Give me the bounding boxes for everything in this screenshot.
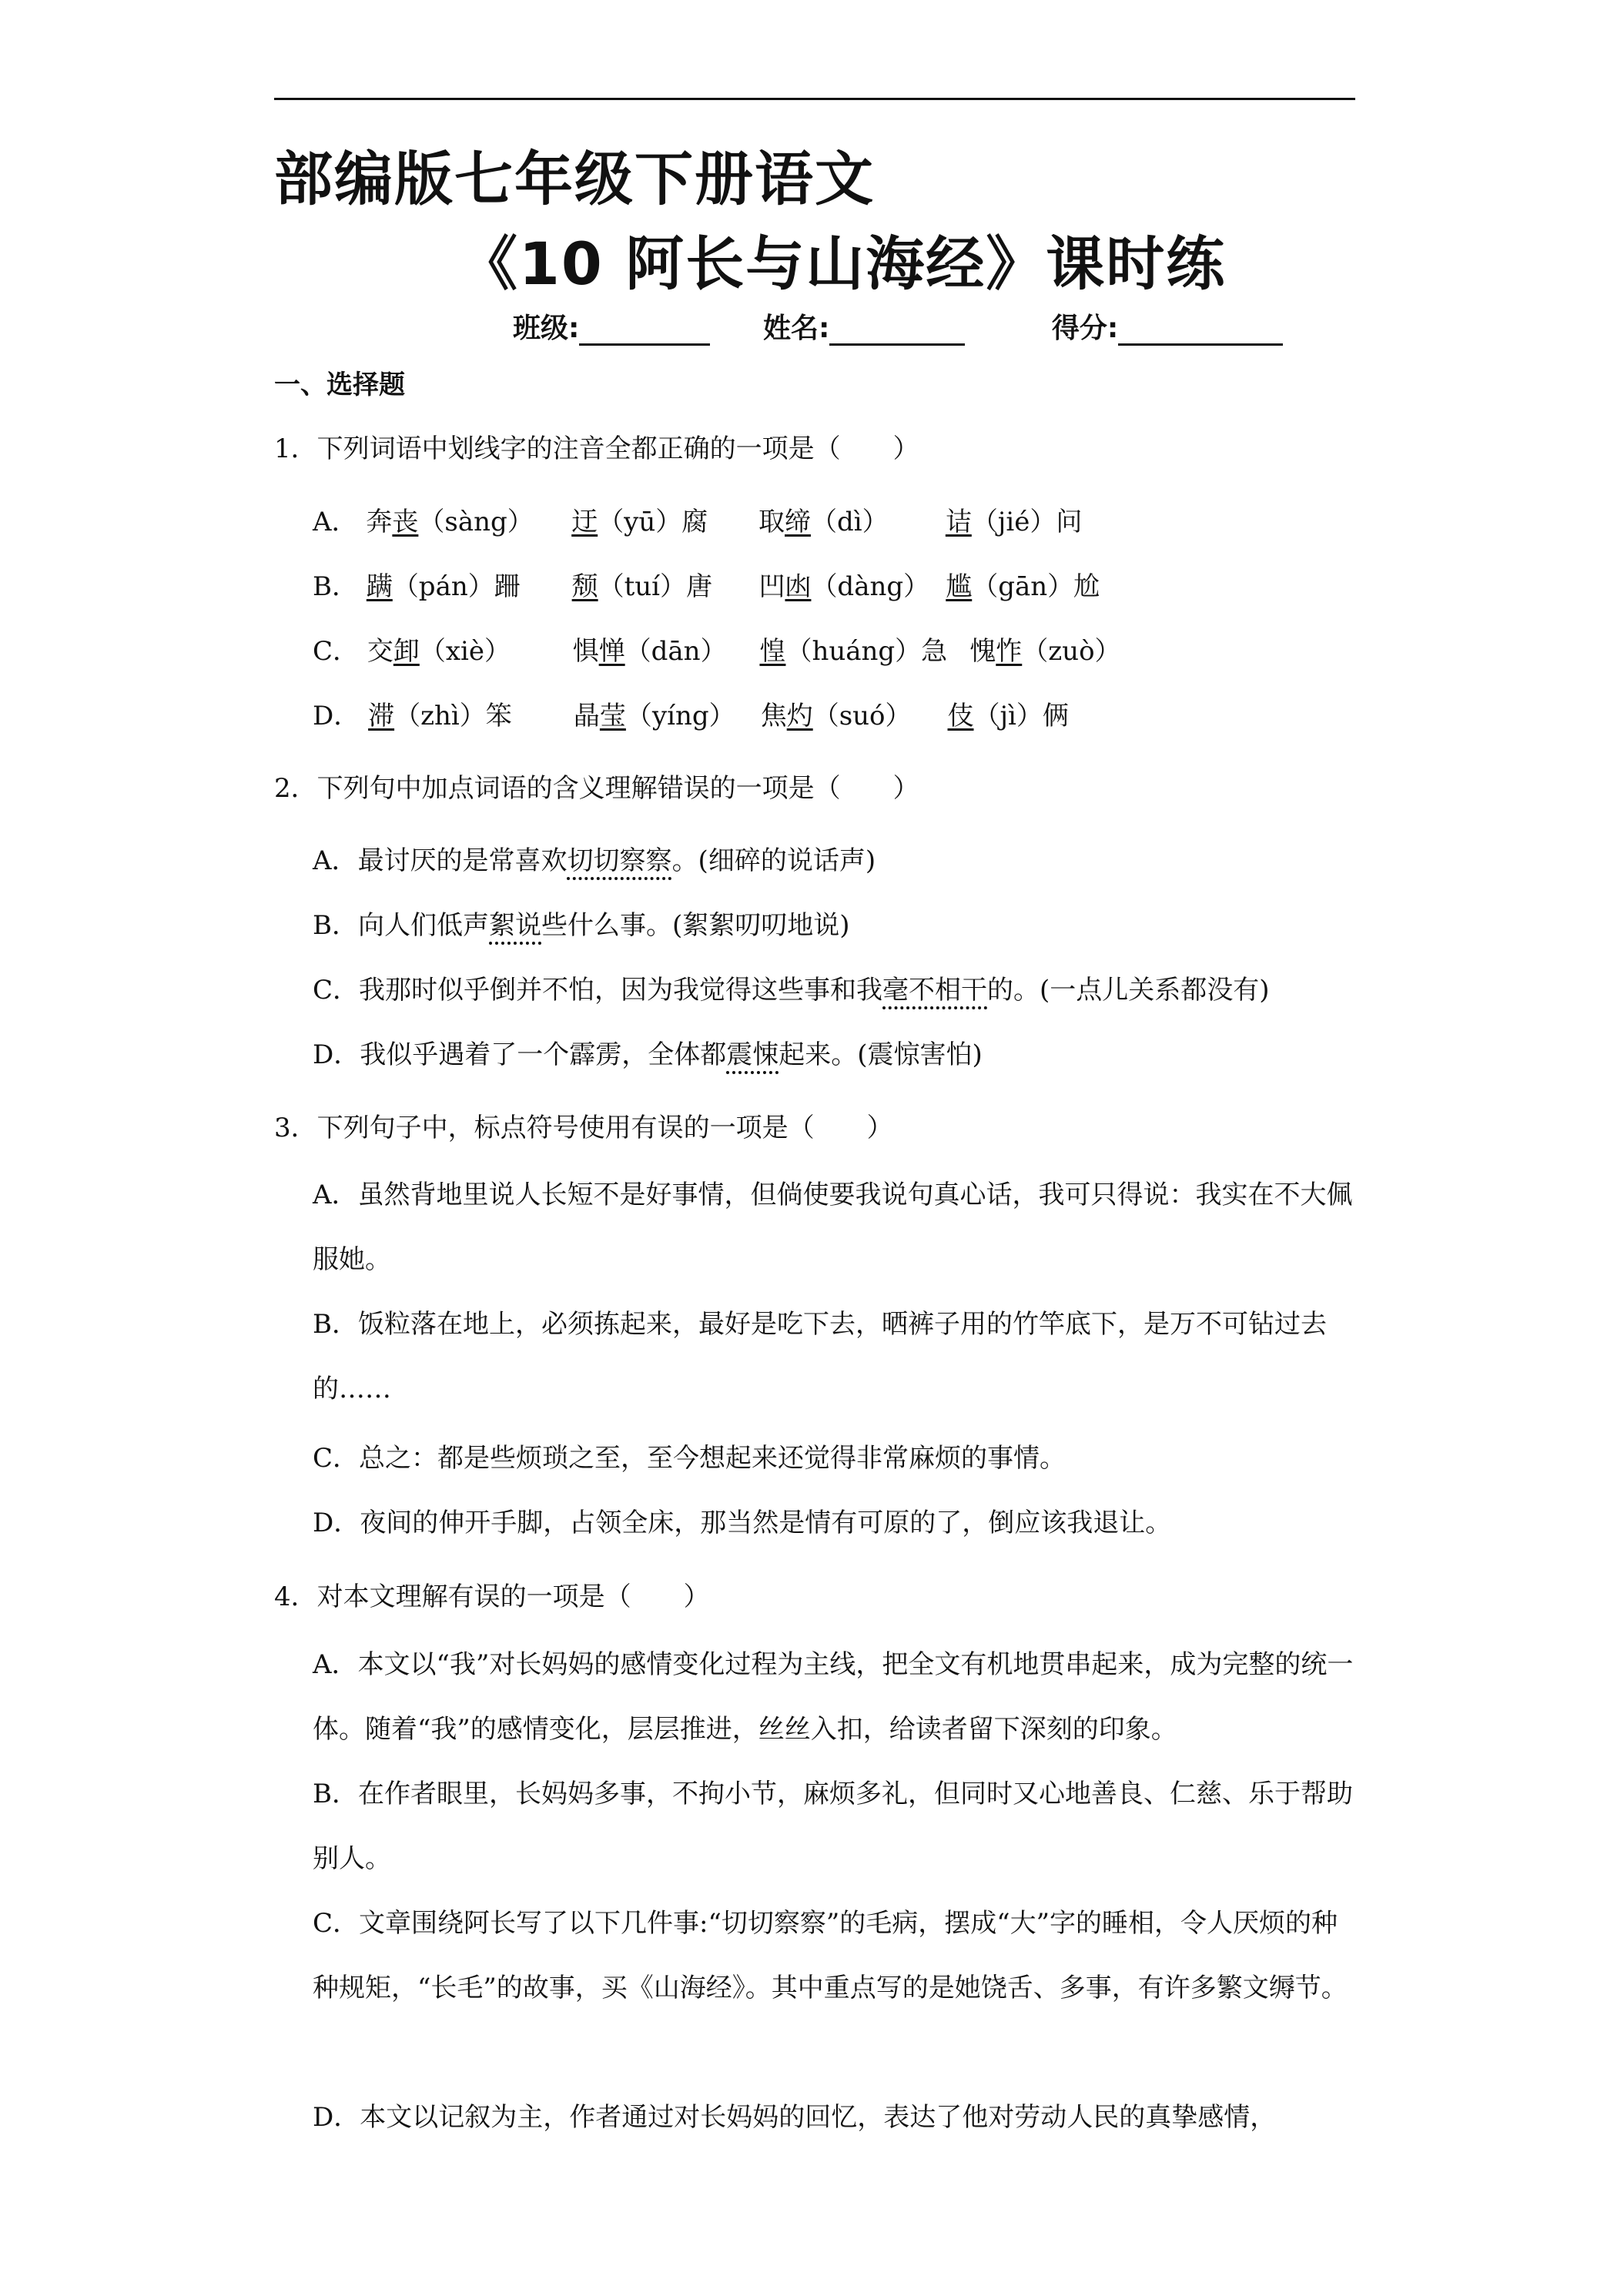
word: 交卸（xiè） — [367, 636, 511, 667]
dotted-term: 震悚 — [726, 1039, 779, 1070]
question-3-option-d: D．夜间的伸开手脚，占领全床，那当然是情有可原的了，倒应该我退让。 — [313, 1508, 1172, 1538]
question-2-option-d: D．我似乎遇着了一个霹雳，全体都震悚起来。(震惊害怕) — [313, 1039, 983, 1070]
word: 愧怍（zuò） — [969, 636, 1121, 667]
score-label: 得分: — [1051, 313, 1119, 344]
question-1-option-d: D． 滞（zhì）笨 晶莹（yíng） 焦灼（suó） 伎（jì）俩 — [313, 694, 1069, 732]
word: 伎（jì）俩 — [947, 701, 1069, 731]
word: 诘（jié）问 — [945, 507, 1083, 537]
class-blank — [579, 314, 710, 346]
name-field — [763, 306, 965, 346]
dotted-term: 切切察察 — [567, 845, 672, 876]
word: 凹凼（dàng） — [758, 571, 930, 602]
question-1-option-a: A． 奔丧（sàng） 迂（yū）腐 取缔（dì） 诘（jié）问 — [313, 500, 1082, 538]
word: 惶（huáng）急 — [759, 636, 948, 667]
word: 惧惮（dān） — [572, 636, 727, 667]
question-2-option-b: B．向人们低声絮说些什么事。(絮絮叨叨地说) — [313, 910, 850, 941]
question-1-option-c: C． 交卸（xiè） 惧惮（dān） 惶（huáng）急 愧怍（zuò） — [313, 630, 1121, 668]
question-3-option-b: B．饭粒落在地上，必须拣起来，最好是吃下去，晒裤子用的竹竿底下，是万不可钻过去的…… — [313, 1309, 1327, 1404]
question-4-option-a: A．本文以“我”对长妈妈的感情变化过程为主线，把全文有机地贯串起来，成为完整的统一体。随着“我”的感情变化，层层推进，丝丝入扣，给读者留下深刻的印象。 — [313, 1649, 1354, 1745]
question-1-option-b: B． 蹒（pán）跚 颓（tuí）唐 凹凼（dàng） 尴（gān）尬 — [313, 565, 1100, 603]
word: 迂（yū）腐 — [571, 507, 708, 537]
word: 取缔（dì） — [758, 507, 889, 537]
class-field — [513, 306, 710, 346]
word: 奔丧（sàng） — [366, 507, 534, 537]
page-subtitle: 《10 阿长与山海经》课时练 — [459, 229, 1227, 298]
word: 蹒（pán）跚 — [366, 571, 521, 602]
question-4-option-c: C．文章围绕阿长写了以下几件事:“切切察察”的毛病，摆成“大”字的睡相，令人厌烦的种种规矩，“长毛”的故事，买《山海经》。其中重点写的是她饶舌、多事，有许多繁文缛节。 — [313, 1908, 1348, 2003]
dotted-term: 毫不相干 — [882, 975, 988, 1006]
word: 滞（zhì）笨 — [368, 701, 512, 731]
student-info-bar — [513, 306, 1326, 346]
header-rule — [274, 98, 1355, 100]
question-4-option-d: D．本文以记叙为主，作者通过对长妈妈的回忆，表达了他对劳动人民的真挚感情， — [313, 2102, 1277, 2133]
class-label: 班级: — [513, 313, 580, 344]
score-blank — [1118, 314, 1283, 346]
dotted-term: 絮说 — [489, 910, 541, 941]
question-2-option-a: A．最讨厌的是常喜欢切切察察。(细碎的说话声) — [313, 845, 876, 876]
question-2-option-c: C．我那时似乎倒并不怕，因为我觉得这些事和我毫不相干的。(一点儿关系都没有) — [313, 975, 1270, 1006]
question-4-option-b: B．在作者眼里，长妈妈多事，不拘小节，麻烦多礼，但同时又心地善良、仁慈、乐于帮助别人。 — [313, 1779, 1353, 1874]
word: 晶莹（yíng） — [573, 701, 735, 731]
name-blank — [829, 314, 965, 346]
question-3-option-a: A．虽然背地里说人长短不是好事情，但倘使要我说句真心话，我可只得说：我实在不大佩服她。 — [313, 1180, 1353, 1275]
word: 尴（gān）尬 — [946, 571, 1100, 602]
question-3-stem: 3．下列句子中，标点符号使用有误的一项是（ ） — [274, 1113, 893, 1143]
question-2-stem: 2．下列句中加点词语的含义理解错误的一项是（ ） — [274, 773, 919, 804]
word: 焦灼（suó） — [760, 701, 912, 731]
question-3-option-c: C．总之：都是些烦琐之至，至今想起来还觉得非常麻烦的事情。 — [313, 1443, 1066, 1474]
question-4-stem: 4．对本文理解有误的一项是（ ） — [274, 1581, 710, 1612]
name-label: 姓名: — [762, 313, 830, 344]
question-1-stem: 1．下列词语中划线字的注音全都正确的一项是（ ） — [274, 433, 919, 464]
section-heading: 一、选择题 — [274, 370, 405, 400]
page-title: 部编版七年级下册语文 — [274, 145, 875, 213]
word: 颓（tuí）唐 — [571, 571, 713, 602]
score-field — [1052, 306, 1283, 346]
